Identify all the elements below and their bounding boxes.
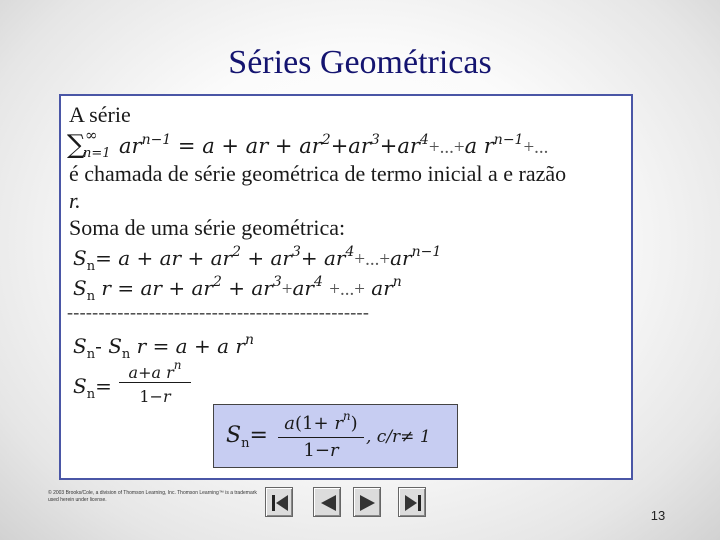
result-formula-box xyxy=(213,404,458,468)
sum-fraction-numerator: a+a $r^n$ xyxy=(128,358,182,382)
nav-previous-button[interactable] xyxy=(313,487,341,517)
result-lhs: $S_n=$ xyxy=(226,423,268,451)
separator-dashes: ------------------------------------------------ xyxy=(67,302,370,322)
sum-upper-limit: ∞ xyxy=(85,126,98,144)
sum-fraction-denominator: 1−r xyxy=(139,387,171,406)
nav-first-button[interactable] xyxy=(265,487,293,517)
series-description-cont: r. xyxy=(69,188,81,213)
sum-lower-limit: n=1 xyxy=(83,146,111,161)
sum-heading: Soma de uma série geométrica: xyxy=(69,215,346,240)
multiplied-sum-line: $S_n$ r = ar + $ar^2 + ar^3+ar^4$ +...+ $ar^n$ xyxy=(73,274,402,304)
result-numerator: $a(1+ r^n)$ xyxy=(284,409,358,434)
content-box xyxy=(59,94,633,480)
previous-icon xyxy=(314,488,342,518)
intro-text: A série xyxy=(69,102,131,127)
nav-next-button[interactable] xyxy=(353,487,381,517)
sum-fraction-lhs: $S_n=$ xyxy=(73,374,112,402)
series-description: é chamada de série geométrica de termo inicial a e razão xyxy=(69,161,567,186)
page-number: 13 xyxy=(650,508,666,523)
nav-last-button[interactable] xyxy=(398,487,426,517)
result-condition: , c/r≠ 1 xyxy=(366,427,431,447)
skip-last-icon xyxy=(399,488,427,518)
copyright-notice: © 2003 Brooks/Cole, a division of Thomson Learning, Inc. Thomson Learning™ is a trademark used herein under license. xyxy=(48,490,257,503)
series-expression: $ar^{n-1} = a$ + ar + $ar^2+ar^3+ar^4+...+a$ $r^{n-1}+$... xyxy=(119,132,549,158)
skip-first-icon xyxy=(266,488,294,518)
result-fraction-bar xyxy=(278,437,364,438)
next-icon xyxy=(354,488,382,518)
sum-symbol: ∑ xyxy=(67,130,86,160)
sum-fraction-bar xyxy=(119,382,191,383)
partial-sum-line: $S_n= a$ + ar + $ar^2 + ar^3+ ar^4+...+ar^{n-1}$ xyxy=(73,244,442,274)
subtraction-line: $S_n-$ $S_n$ r = a + a $r^n$ xyxy=(73,332,254,362)
result-denominator: 1−r xyxy=(303,440,339,461)
slide-title: Séries Geométricas xyxy=(228,44,492,81)
